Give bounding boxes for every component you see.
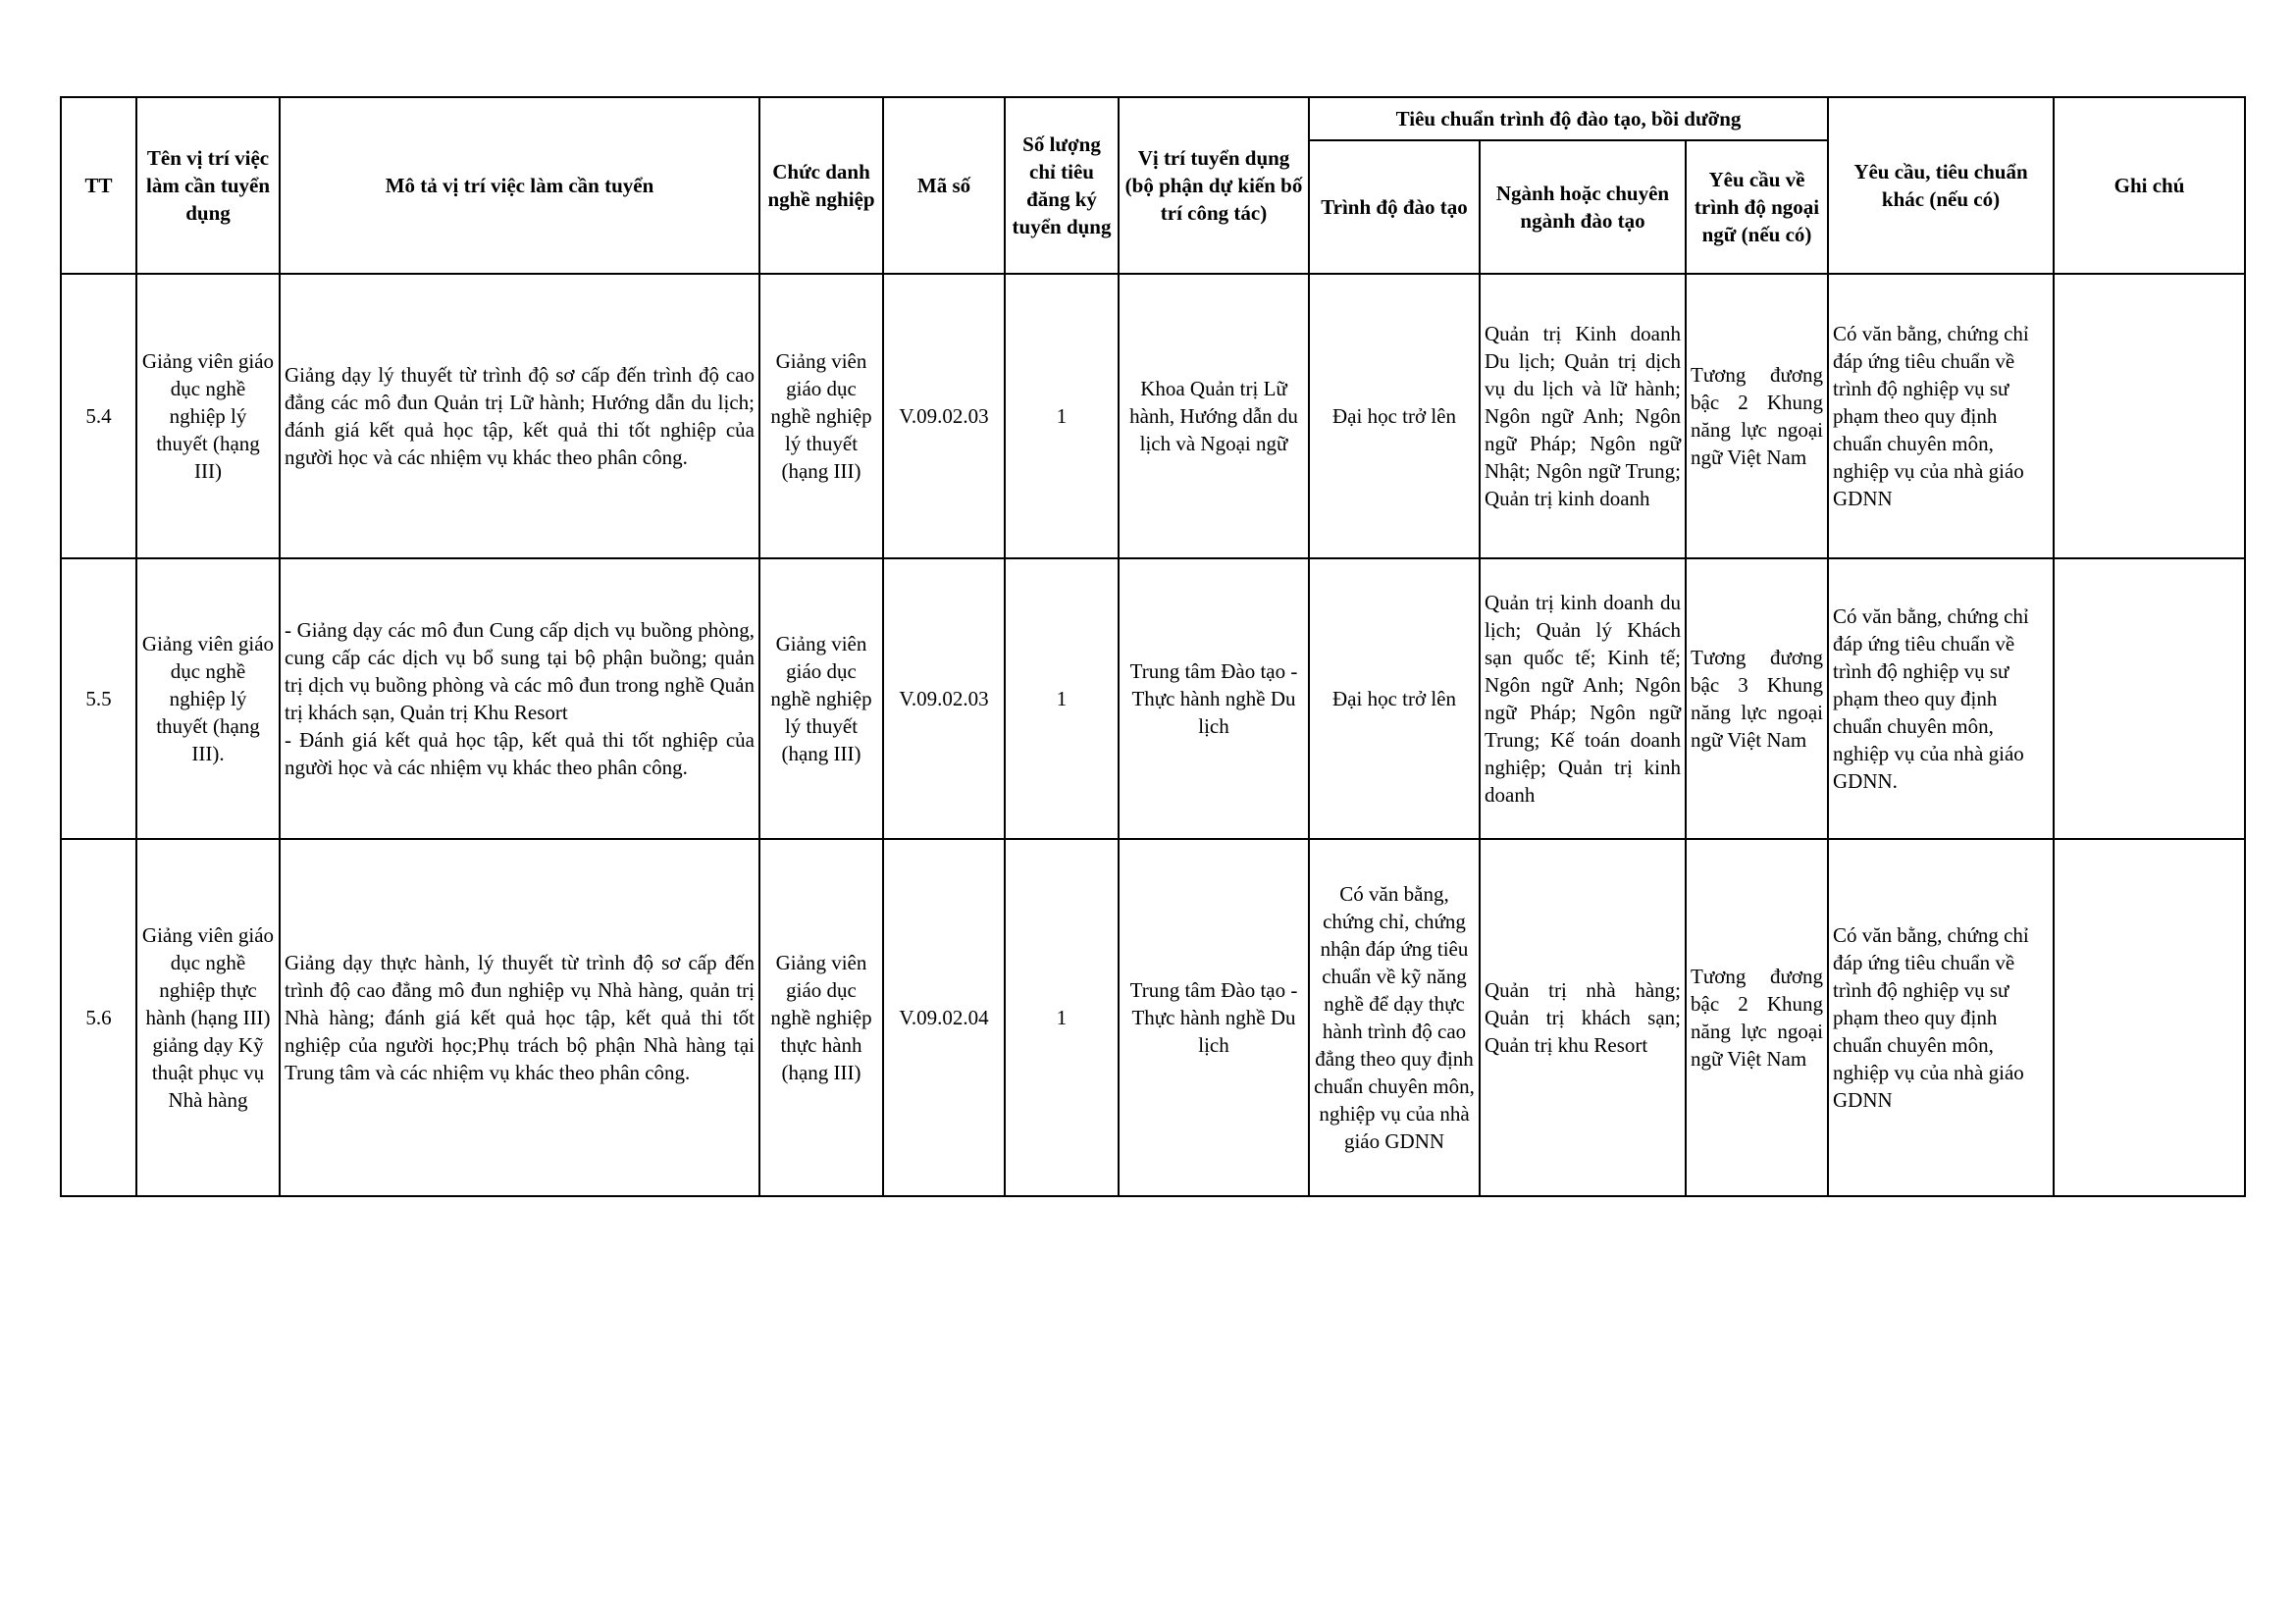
cell-code: V.09.02.04 xyxy=(883,839,1005,1196)
cell-location: Trung tâm Đào tạo - Thực hành nghề Du lịch xyxy=(1119,558,1309,839)
cell-title: Giảng viên giáo dục nghề nghiệp thực hành (hạng III) xyxy=(759,839,883,1196)
table-row xyxy=(61,274,2245,558)
recruitment-table xyxy=(60,96,2246,1197)
header-quota: Số lượng chỉ tiêu đăng ký tuyển dụng xyxy=(1005,97,1119,274)
cell-title: Giảng viên giáo dục nghề nghiệp lý thuyết (hạng III) xyxy=(759,274,883,558)
cell-location: Khoa Quản trị Lữ hành, Hướng dẫn du lịch và Ngoại ngữ xyxy=(1119,274,1309,558)
cell-major: Quản trị Kinh doanh Du lịch; Quản trị dịch vụ du lịch và lữ hành; Ngôn ngữ Anh; Ngôn ngữ Pháp; Ngôn ngữ Nhật; Ngôn ngữ Trung; Quản trị kinh doanh xyxy=(1480,274,1686,558)
cell-quota: 1 xyxy=(1005,558,1119,839)
cell-tt: 5.4 xyxy=(61,274,136,558)
cell-other: Có văn bằng, chứng chỉ đáp ứng tiêu chuẩn về trình độ nghiệp vụ sư phạm theo quy định chuẩn chuyên môn, nghiệp vụ của nhà giáo GDNN xyxy=(1828,839,2054,1196)
table-row xyxy=(61,839,2245,1196)
header-location: Vị trí tuyển dụng (bộ phận dự kiến bố trí công tác) xyxy=(1119,97,1309,274)
header-other: Yêu cầu, tiêu chuẩn khác (nếu có) xyxy=(1828,97,2054,274)
cell-title: Giảng viên giáo dục nghề nghiệp lý thuyết (hạng III) xyxy=(759,558,883,839)
cell-description: Giảng dạy thực hành, lý thuyết từ trình độ sơ cấp đến trình độ cao đẳng mô đun nghiệp vụ Nhà hàng, quản trị Nhà hàng; đánh giá kết quả học tập, kết quả thi tốt nghiệp của người học;Phụ trách bộ phận Nhà hàng tại Trung tâm và các nhiệm vụ khác theo phân công. xyxy=(280,839,759,1196)
cell-code: V.09.02.03 xyxy=(883,274,1005,558)
cell-note xyxy=(2054,558,2245,839)
header-standards-group: Tiêu chuẩn trình độ đào tạo, bồi dưỡng xyxy=(1309,97,1828,140)
cell-education-level: Có văn bằng, chứng chỉ, chứng nhận đáp ứng tiêu chuẩn về kỹ năng nghề để dạy thực hành trình độ cao đẳng theo quy định chuẩn chuyên môn, nghiệp vụ của nhà giáo GDNN xyxy=(1309,839,1480,1196)
cell-position-name: Giảng viên giáo dục nghề nghiệp lý thuyết (hạng III). xyxy=(136,558,280,839)
header-note: Ghi chú xyxy=(2054,97,2245,274)
cell-tt: 5.6 xyxy=(61,839,136,1196)
header-language: Yêu cầu về trình độ ngoại ngữ (nếu có) xyxy=(1686,140,1828,274)
table-row xyxy=(61,558,2245,839)
header-education-level: Trình độ đào tạo xyxy=(1309,140,1480,274)
header-major: Ngành hoặc chuyên ngành đào tạo xyxy=(1480,140,1686,274)
cell-language: Tương đương bậc 2 Khung năng lực ngoại ngữ Việt Nam xyxy=(1686,839,1828,1196)
table-header xyxy=(61,97,2245,274)
cell-quota: 1 xyxy=(1005,274,1119,558)
header-description: Mô tả vị trí việc làm cần tuyển xyxy=(280,97,759,274)
cell-education-level: Đại học trở lên xyxy=(1309,274,1480,558)
cell-major: Quản trị kinh doanh du lịch; Quản lý Khách sạn quốc tế; Kinh tế; Ngôn ngữ Anh; Ngôn ngữ Pháp; Ngôn ngữ Trung; Kế toán doanh nghiệp; Quản trị kinh doanh xyxy=(1480,558,1686,839)
cell-other: Có văn bằng, chứng chỉ đáp ứng tiêu chuẩn về trình độ nghiệp vụ sư phạm theo quy định chuẩn chuyên môn, nghiệp vụ của nhà giáo GDNN. xyxy=(1828,558,2054,839)
cell-language: Tương đương bậc 2 Khung năng lực ngoại ngữ Việt Nam xyxy=(1686,274,1828,558)
cell-location: Trung tâm Đào tạo - Thực hành nghề Du lịch xyxy=(1119,839,1309,1196)
cell-code: V.09.02.03 xyxy=(883,558,1005,839)
cell-position-name: Giảng viên giáo dục nghề nghiệp thực hành (hạng III) giảng dạy Kỹ thuật phục vụ Nhà hàng xyxy=(136,839,280,1196)
cell-major: Quản trị nhà hàng; Quản trị khách sạn; Quản trị khu Resort xyxy=(1480,839,1686,1196)
cell-quota: 1 xyxy=(1005,839,1119,1196)
cell-tt: 5.5 xyxy=(61,558,136,839)
header-tt: TT xyxy=(61,97,136,274)
cell-note xyxy=(2054,839,2245,1196)
cell-education-level: Đại học trở lên xyxy=(1309,558,1480,839)
cell-description: - Giảng dạy các mô đun Cung cấp dịch vụ buồng phòng, cung cấp các dịch vụ bổ sung tại bộ phận buồng; quản trị dịch vụ buồng phòng và các mô đun trong nghề Quản trị khách sạn, Quản trị Khu Resort - Đánh giá kết quả học tập, kết quả thi tốt nghiệp của người học và các nhiệm vụ khác theo phân công. xyxy=(280,558,759,839)
cell-note xyxy=(2054,274,2245,558)
cell-description: Giảng dạy lý thuyết từ trình độ sơ cấp đến trình độ cao đẳng các mô đun Quản trị Lữ hành; Hướng dẫn du lịch; đánh giá kết quả học tập, kết quả thi tốt nghiệp của người học và các nhiệm vụ khác theo phân công. xyxy=(280,274,759,558)
cell-language: Tương đương bậc 3 Khung năng lực ngoại ngữ Việt Nam xyxy=(1686,558,1828,839)
header-code: Mã số xyxy=(883,97,1005,274)
cell-other: Có văn bằng, chứng chỉ đáp ứng tiêu chuẩn về trình độ nghiệp vụ sư phạm theo quy định chuẩn chuyên môn, nghiệp vụ của nhà giáo GDNN xyxy=(1828,274,2054,558)
header-position-name: Tên vị trí việc làm cần tuyển dụng xyxy=(136,97,280,274)
header-title: Chức danh nghề nghiệp xyxy=(759,97,883,274)
cell-position-name: Giảng viên giáo dục nghề nghiệp lý thuyết (hạng III) xyxy=(136,274,280,558)
